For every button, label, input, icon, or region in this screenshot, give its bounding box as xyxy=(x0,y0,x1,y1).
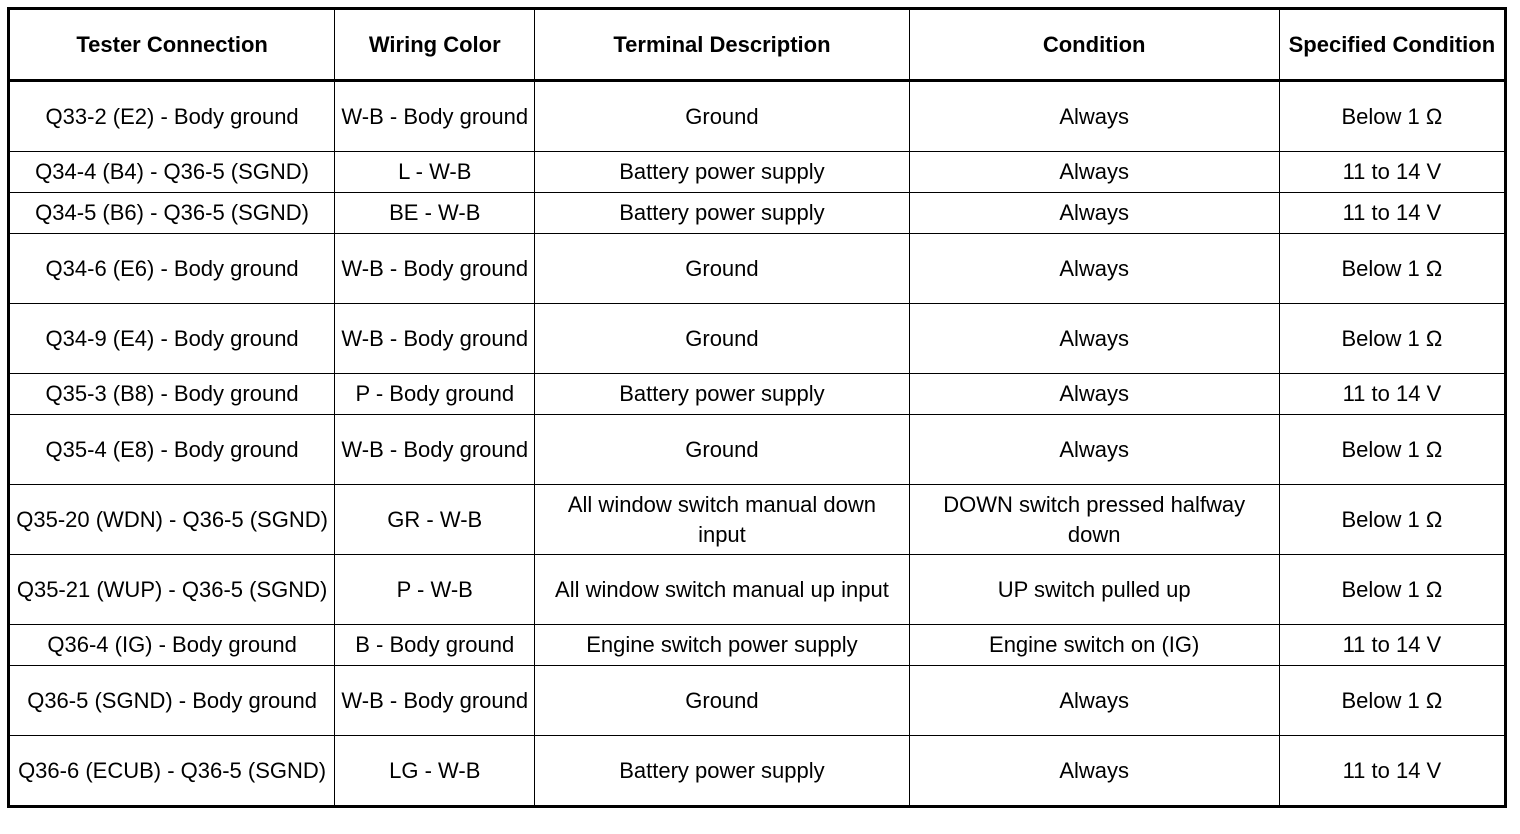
table-row xyxy=(9,625,1506,666)
cell-terminal-description: Battery power supply xyxy=(535,152,909,193)
cell-tester-connection: Q36-4 (IG) - Body ground xyxy=(9,625,335,666)
cell-wiring-color: W-B - Body ground xyxy=(335,415,535,485)
table-row xyxy=(9,485,1506,555)
cell-specified-condition: Below 1 Ω xyxy=(1279,485,1505,555)
header-tester-connection: Tester Connection xyxy=(9,9,335,81)
cell-wiring-color: W-B - Body ground xyxy=(335,304,535,374)
cell-tester-connection: Q36-6 (ECUB) - Q36-5 (SGND) xyxy=(9,736,335,807)
cell-tester-connection: Q35-4 (E8) - Body ground xyxy=(9,415,335,485)
cell-tester-connection: Q34-5 (B6) - Q36-5 (SGND) xyxy=(9,193,335,234)
cell-wiring-color: L - W-B xyxy=(335,152,535,193)
cell-terminal-description: Ground xyxy=(535,234,909,304)
cell-wiring-color: BE - W-B xyxy=(335,193,535,234)
cell-terminal-description: Battery power supply xyxy=(535,736,909,807)
cell-condition: Always xyxy=(909,304,1279,374)
table-row xyxy=(9,374,1506,415)
cell-tester-connection: Q33-2 (E2) - Body ground xyxy=(9,81,335,152)
cell-wiring-color: GR - W-B xyxy=(335,485,535,555)
table-header xyxy=(9,9,1506,81)
table-row xyxy=(9,193,1506,234)
cell-wiring-color: P - Body ground xyxy=(335,374,535,415)
cell-terminal-description: Battery power supply xyxy=(535,193,909,234)
cell-condition: UP switch pulled up xyxy=(909,555,1279,625)
cell-tester-connection: Q35-21 (WUP) - Q36-5 (SGND) xyxy=(9,555,335,625)
cell-specified-condition: Below 1 Ω xyxy=(1279,81,1505,152)
cell-condition: Always xyxy=(909,152,1279,193)
cell-tester-connection: Q34-6 (E6) - Body ground xyxy=(9,234,335,304)
cell-specified-condition: 11 to 14 V xyxy=(1279,193,1505,234)
cell-wiring-color: P - W-B xyxy=(335,555,535,625)
cell-terminal-description: Ground xyxy=(535,81,909,152)
cell-terminal-description: Engine switch power supply xyxy=(535,625,909,666)
cell-wiring-color: W-B - Body ground xyxy=(335,234,535,304)
table-row xyxy=(9,666,1506,736)
table-row xyxy=(9,152,1506,193)
cell-terminal-description: Ground xyxy=(535,304,909,374)
terminal-check-table xyxy=(7,7,1507,808)
cell-condition: Always xyxy=(909,736,1279,807)
cell-condition: DOWN switch pressed halfway down xyxy=(909,485,1279,555)
table-body xyxy=(9,81,1506,807)
cell-specified-condition: Below 1 Ω xyxy=(1279,666,1505,736)
cell-specified-condition: 11 to 14 V xyxy=(1279,736,1505,807)
cell-condition: Engine switch on (IG) xyxy=(909,625,1279,666)
table-row xyxy=(9,81,1506,152)
table-row xyxy=(9,304,1506,374)
cell-tester-connection: Q35-20 (WDN) - Q36-5 (SGND) xyxy=(9,485,335,555)
cell-wiring-color: B - Body ground xyxy=(335,625,535,666)
cell-condition: Always xyxy=(909,234,1279,304)
cell-terminal-description: All window switch manual up input xyxy=(535,555,909,625)
header-wiring-color: Wiring Color xyxy=(335,9,535,81)
table-row xyxy=(9,234,1506,304)
cell-terminal-description: Battery power supply xyxy=(535,374,909,415)
header-condition: Condition xyxy=(909,9,1279,81)
cell-terminal-description: Ground xyxy=(535,415,909,485)
cell-condition: Always xyxy=(909,193,1279,234)
cell-specified-condition: Below 1 Ω xyxy=(1279,555,1505,625)
cell-terminal-description: Ground xyxy=(535,666,909,736)
cell-condition: Always xyxy=(909,666,1279,736)
cell-condition: Always xyxy=(909,415,1279,485)
cell-specified-condition: 11 to 14 V xyxy=(1279,625,1505,666)
header-row xyxy=(9,9,1506,81)
cell-tester-connection: Q36-5 (SGND) - Body ground xyxy=(9,666,335,736)
cell-specified-condition: Below 1 Ω xyxy=(1279,304,1505,374)
cell-specified-condition: Below 1 Ω xyxy=(1279,234,1505,304)
cell-tester-connection: Q35-3 (B8) - Body ground xyxy=(9,374,335,415)
header-specified-condition: Specified Condition xyxy=(1279,9,1505,81)
cell-specified-condition: Below 1 Ω xyxy=(1279,415,1505,485)
cell-condition: Always xyxy=(909,81,1279,152)
header-terminal-description: Terminal Description xyxy=(535,9,909,81)
cell-specified-condition: 11 to 14 V xyxy=(1279,374,1505,415)
cell-terminal-description: All window switch manual down input xyxy=(535,485,909,555)
cell-tester-connection: Q34-4 (B4) - Q36-5 (SGND) xyxy=(9,152,335,193)
table-row xyxy=(9,736,1506,807)
cell-condition: Always xyxy=(909,374,1279,415)
cell-wiring-color: W-B - Body ground xyxy=(335,81,535,152)
cell-tester-connection: Q34-9 (E4) - Body ground xyxy=(9,304,335,374)
table-row xyxy=(9,415,1506,485)
table-row xyxy=(9,555,1506,625)
cell-specified-condition: 11 to 14 V xyxy=(1279,152,1505,193)
cell-wiring-color: LG - W-B xyxy=(335,736,535,807)
cell-wiring-color: W-B - Body ground xyxy=(335,666,535,736)
